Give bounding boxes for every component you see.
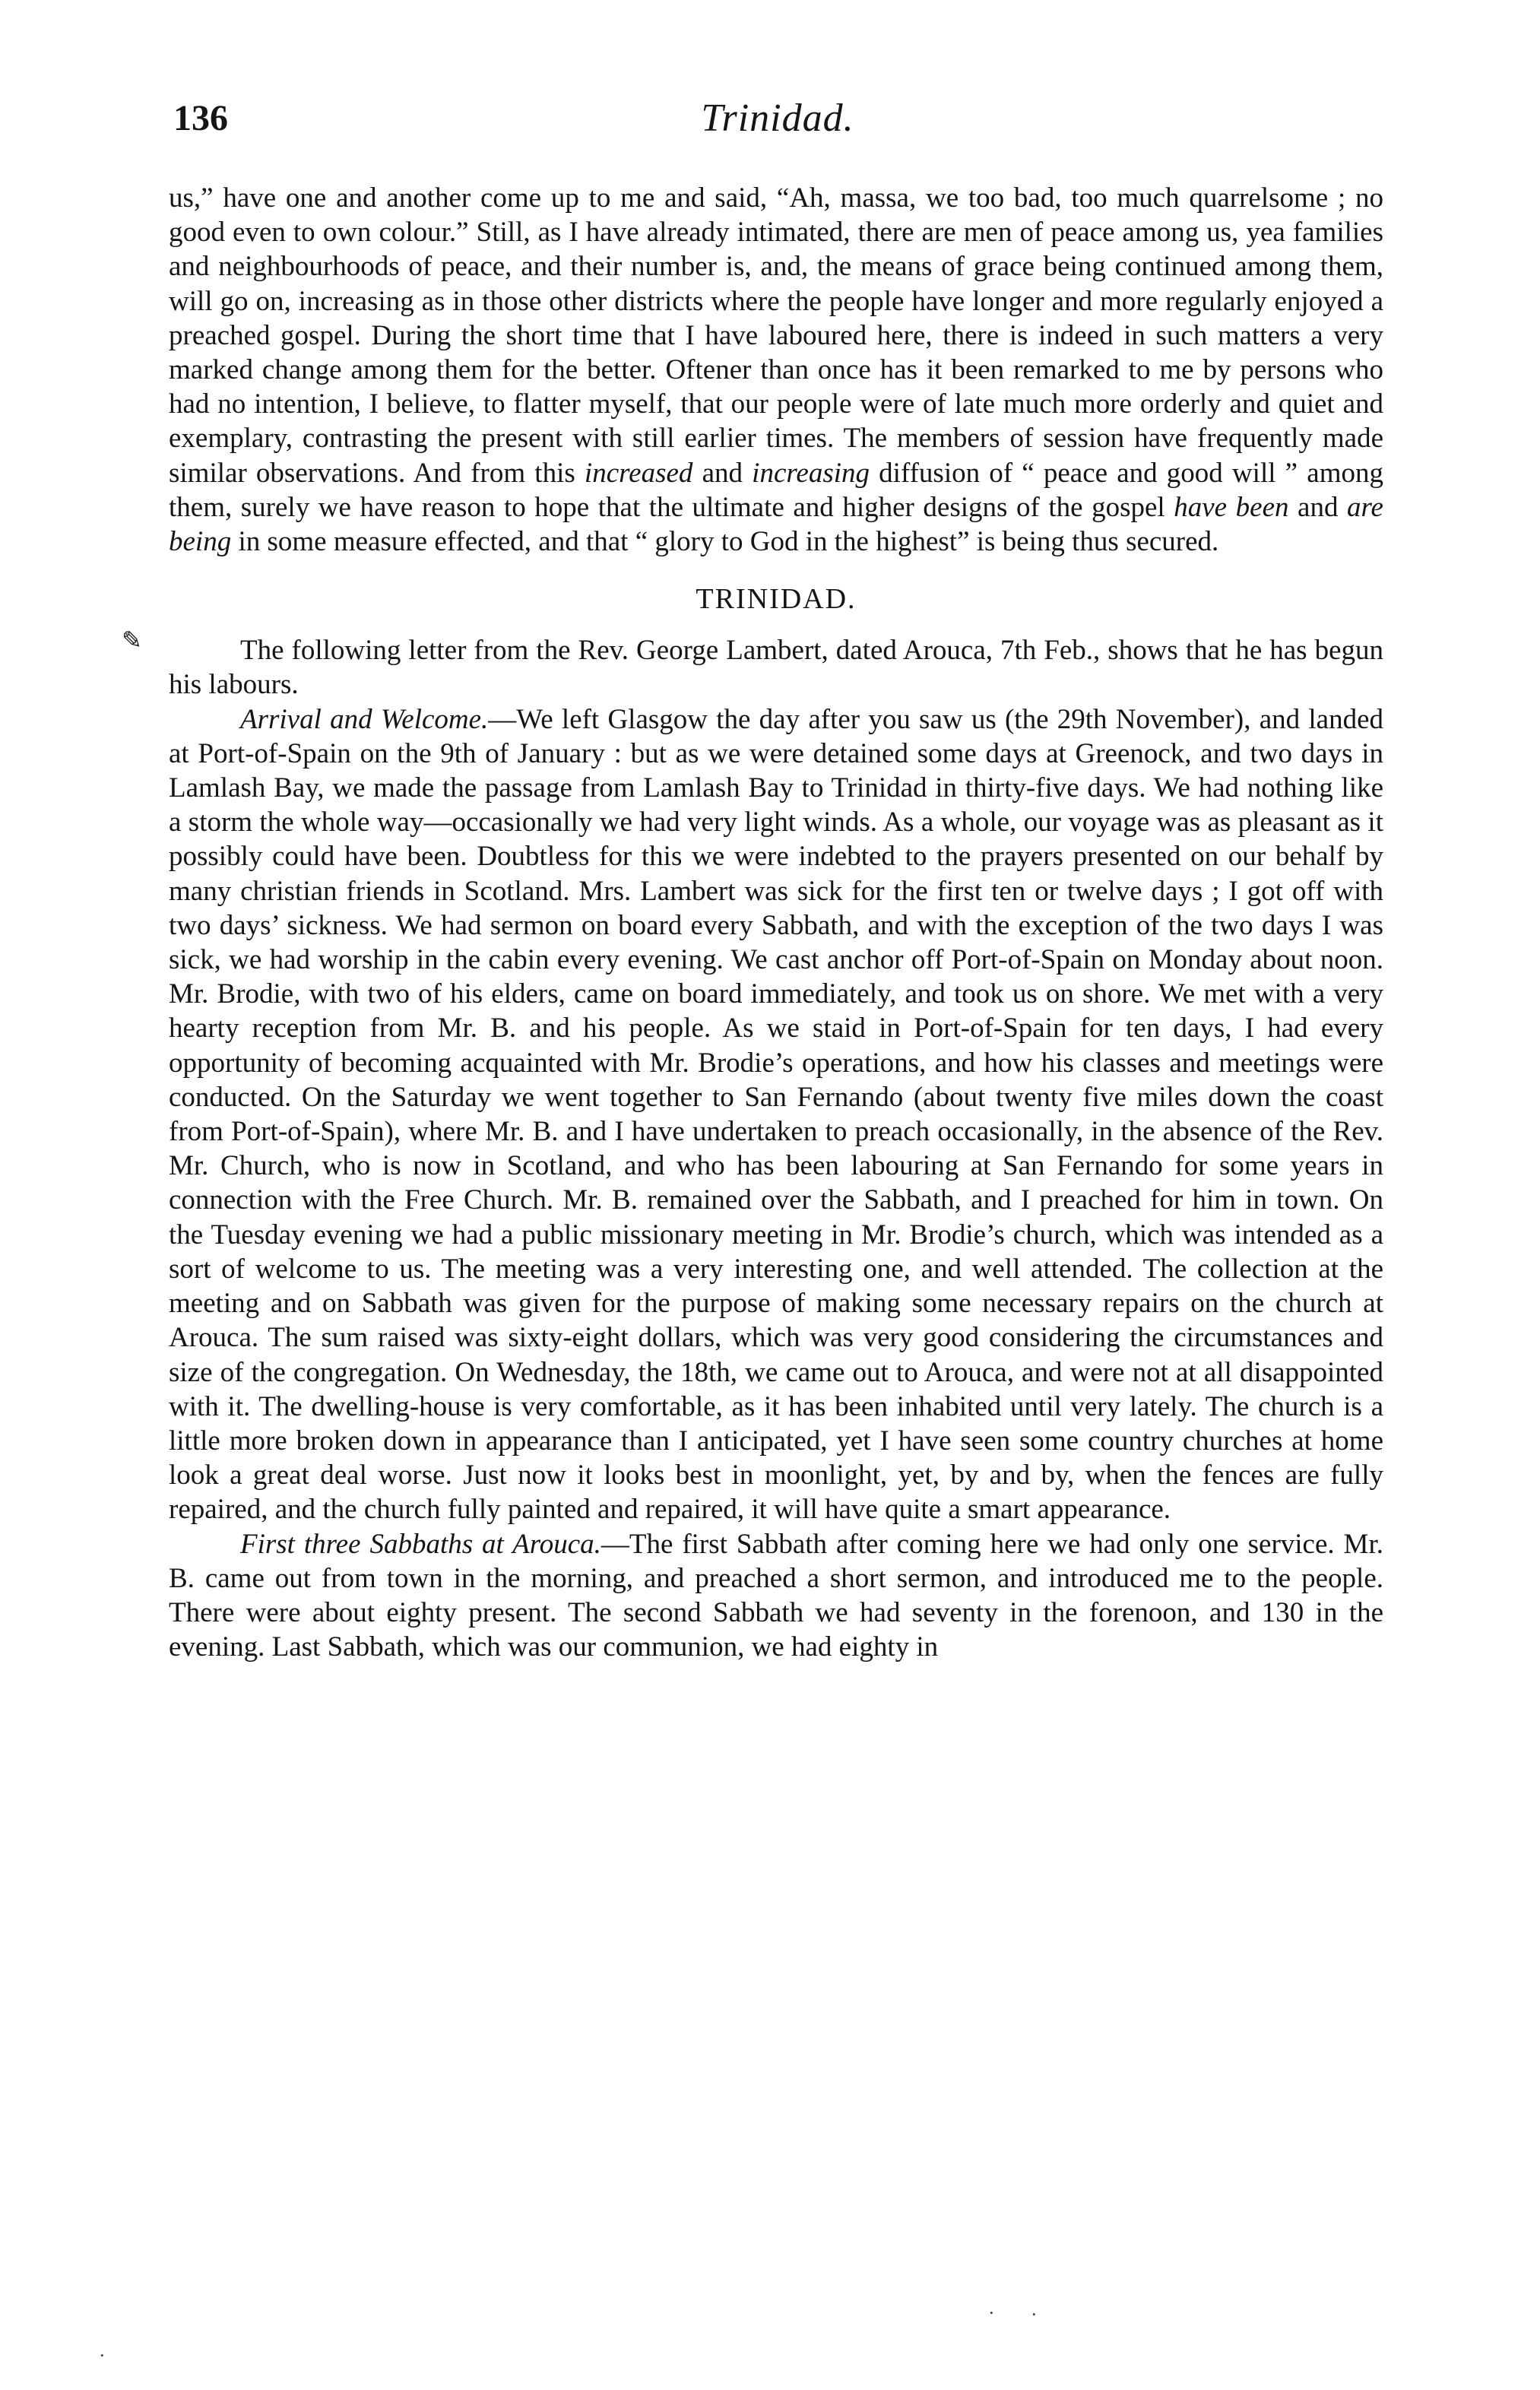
paragraph-text: and (1288, 491, 1348, 523)
running-title: Trinidad. (701, 97, 854, 140)
paragraph-text: in some measure effected, and that “ glory to God in the highest” is being thus secured. (231, 526, 1219, 558)
page-header (173, 96, 1382, 157)
italic-phrase: have been (1174, 491, 1289, 523)
arrival-paragraph (169, 702, 1383, 1527)
paragraph-text: —We left Glasgow the day after you saw us (the 29th November), and landed at Port-of-Spain on the 9th of January : but as we were detained some days at Greenock, and two days in Lamlash Bay, we made the passage from Lamlash Bay to Trinidad in thirty-five days. We had nothing like a storm the whole way—occasionally we had very light winds. As a whole, our voyage was as pleasant as it possibly could have been. Doubtless for this we were indebted to the prayers presented on our behalf by many christian friends in Scotland. Mrs. Lambert was sick for the first ten or twelve days ; I got off with two days’ sickness. We had sermon on board every Sabbath, and with the exception of the two days I was sick, we had worship in the cabin every evening. We cast anchor off Port-of-Spain on Monday about noon. Mr. Brodie, with two of his elders, came on board immediately, and took us on shore. We met with a very hearty reception from Mr. B. and his people. As we staid in Port-of-Spain for ten days, I had every opportunity of becoming acquainted with Mr. Brodie’s operations, and how his classes and meetings were conducted. On the Saturday we went together to San Fernando (about twenty five miles down the coast from Port-of-Spain), where Mr. B. and I have undertaken to preach occasionally, in the absence of the Rev. Mr. Church, who is now in Scotland, and who has been labouring at San Fernando for some years in connection with the Free Church. Mr. B. remained over the Sabbath, and I preached for him in town. On the Tuesday evening we had a public missionary meeting in Mr. Brodie’s church, which was intended as a sort of welcome to us. The meeting was a very interesting one, and well attended. The collection at the meeting and on Sabbath was given for the purpose of making some necessary repairs on the church at Arouca. The sum raised was sixty-eight dollars, which was very good considering the circumstances and size of the congregation. On Wednesday, the 18th, we came out to Arouca, and were not at all disappointed with it. The dwelling-house is very comfortable, as it has been inhabited until very lately. The church is a little more broken down in appearance than I anticipated, yet I have seen some country churches at home look a great deal worse. Just now it looks best in moonlight, yet, by and by, when the fences are fully repaired, and the church fully painted and repaired, it will have quite a smart appearance. (169, 703, 1383, 1526)
page-number: 136 (173, 98, 228, 138)
intro-paragraph: The following letter from the Rev. George Lambert, dated Arouca, 7th Feb., shows that he has begun his labours. (169, 635, 1383, 701)
paragraph-text: —The first Sabbath after coming here we had only one service. Mr. B. came out from town in the morning, and preached a short sermon, and introduced me to the people. There were about eighty present. The second Sabbath we had seventy in the forenoon, and 130 in the evening. Last Sabbath, which was our communion, we had eighty in (169, 1528, 1383, 1663)
italic-phrase: are being (169, 491, 1383, 558)
italic-phrase: increased (584, 457, 693, 489)
section-heading: TRINIDAD. (696, 583, 857, 616)
scan-speck: · (1031, 2303, 1038, 2325)
body-text (169, 181, 1383, 1664)
italic-phrase: increasing (752, 457, 870, 489)
paragraph-text: us,” have one and another come up to me and said, “Ah, massa, we too bad, too much quarrelsome ; no good even to own colour.” Still, as I have already intimated, there are men of peace among us, yea families and neighbourhoods of peace, and their number is, and, the means of grace being continued among them, will go on, increasing as in those other districts where the people have longer and more regularly enjoyed a preached gospel. During the short time that I have laboured here, there is indeed in such matters a very marked change among them for the better. Oftener than once has it been remarked to me by persons who had no intention, I believe, to flatter myself, that our people were of late much more orderly and quiet and exemplary, contrasting the present with still earlier times. The members of session have frequently made similar observations. And from this (169, 182, 1383, 489)
paragraph-text: diffusion of “ peace and good will ” among them, surely we have reason to hope that the ultimate and higher designs of the gospel (169, 457, 1383, 523)
paragraph-text: and (692, 457, 753, 489)
sabbaths-paragraph (169, 1527, 1383, 1665)
scan-speck: · (988, 2302, 995, 2324)
run-in-heading: Arrival and Welcome. (240, 703, 489, 735)
margin-annotation-mark: ✎ (122, 626, 142, 654)
scan-speck: · (99, 2344, 106, 2366)
paragraph-continuation (169, 181, 1383, 559)
run-in-heading: First three Sabbaths at Arouca. (240, 1528, 601, 1560)
